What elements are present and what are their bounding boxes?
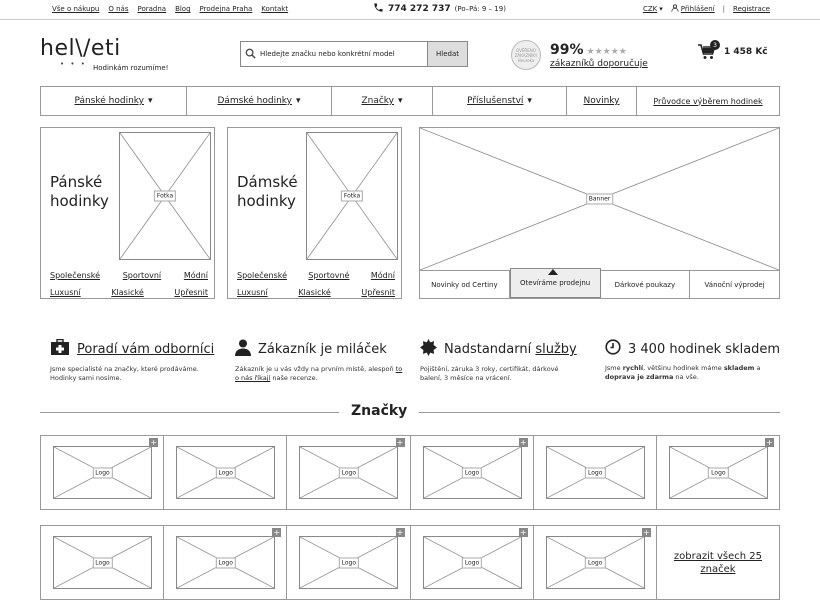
rating-link[interactable]: zákazníků doporučuje — [550, 59, 648, 69]
feature-title-link[interactable]: Poradí vám odborníci — [77, 342, 215, 357]
feature-title: Nadstandarní služby — [444, 342, 577, 357]
banner-tab[interactable]: Novinky od Certiny — [420, 271, 510, 298]
logo-placeholder — [176, 536, 275, 589]
search-placeholder: Hledejte značku nebo konkrétní model — [260, 50, 395, 58]
brand-cell[interactable] — [164, 436, 287, 509]
plus-icon[interactable]: + — [766, 438, 773, 447]
logo-placeholder — [53, 536, 152, 589]
logo-label: Logo — [585, 557, 605, 568]
banner-tab-active[interactable]: Otevíráme prodejnu — [510, 268, 601, 298]
link-blog[interactable]: Blog — [175, 5, 191, 13]
nav-prislusenstvi[interactable] — [433, 87, 567, 115]
logo-label: Logo — [462, 557, 482, 568]
show-all-brands-link[interactable]: zobrazit všech 25 značek — [673, 550, 762, 575]
nav-znacky[interactable] — [332, 87, 433, 115]
plus-icon[interactable]: + — [396, 528, 404, 537]
services-link[interactable]: služby — [535, 342, 577, 357]
logo-placeholder — [299, 536, 398, 589]
brand-cell[interactable] — [41, 526, 164, 599]
search-box — [240, 41, 468, 67]
banner-tab[interactable]: Vánoční výprodej — [704, 280, 765, 289]
category-link[interactable]: Luxusní — [50, 288, 81, 297]
nav-pruvodce[interactable] — [637, 87, 779, 115]
category-link[interactable]: Módní — [183, 271, 208, 280]
category-link[interactable]: Společenské — [237, 271, 288, 280]
logo-label: Logo — [92, 467, 112, 478]
category-link[interactable]: Upřesnit — [174, 288, 208, 297]
nav-label: Dámské hodinky — [217, 96, 292, 106]
cart[interactable] — [698, 41, 768, 60]
nav-novinky[interactable] — [567, 87, 637, 115]
feature-stock — [605, 339, 785, 382]
phone-number: 774 272 737 — [388, 4, 451, 14]
logo-label: Logo — [92, 557, 112, 568]
banner-tabs — [420, 270, 779, 298]
search-input[interactable] — [241, 42, 427, 66]
tile-title[interactable]: Pánské hodinky — [50, 173, 109, 210]
brand-cell[interactable] — [411, 436, 534, 509]
user-icon — [671, 4, 679, 14]
link-kontakt[interactable]: Kontakt — [261, 5, 289, 13]
nav-damske-hodinky[interactable] — [187, 87, 332, 115]
category-link[interactable]: Sportovné — [308, 271, 350, 280]
feature-title: 3 400 hodinek skladem — [628, 341, 781, 357]
currency-label: CZK — [642, 5, 658, 13]
nav-label: Novinky — [583, 96, 620, 106]
chevron-down-icon: ▾ — [527, 96, 532, 106]
chevron-down-icon: ▾ — [398, 96, 403, 106]
show-all-brands-cell — [657, 526, 779, 599]
brand-cell[interactable] — [534, 436, 657, 509]
category-link[interactable]: Společenské — [50, 271, 101, 280]
plus-icon[interactable]: + — [519, 438, 527, 447]
register-link[interactable]: Registrace — [733, 5, 770, 13]
nav-label: Průvodce výběrem hodinek — [653, 96, 763, 106]
plus-icon[interactable]: + — [643, 528, 650, 537]
logo-label: Logo — [708, 467, 728, 478]
rating-percent: 99% — [550, 42, 584, 58]
logo-placeholder — [176, 446, 275, 499]
photo-label: Fotka — [154, 191, 176, 202]
badge-icon — [420, 339, 437, 360]
plus-icon[interactable]: + — [273, 528, 281, 537]
nav-label: Pánské hodinky — [74, 96, 145, 106]
logo-tagline: Hodinkám rozumíme! — [93, 64, 169, 72]
brands-heading: Značky — [339, 403, 419, 419]
feature-text: Pojištění, záruka 3 roky, certifikát, dárkové balení, 3 měsíce na vrácení. — [420, 365, 559, 382]
category-link[interactable]: Sportovní — [122, 271, 162, 280]
feature-experts — [50, 339, 220, 383]
plus-icon[interactable]: + — [519, 528, 527, 537]
rating-stars: ★★★★★ — [586, 47, 627, 57]
phone-contact[interactable] — [373, 2, 506, 16]
user-icon — [235, 339, 251, 360]
brand-cell[interactable] — [164, 526, 287, 599]
logo-placeholder — [669, 446, 768, 499]
reviews-link[interactable]: to o nás říkají — [235, 365, 403, 382]
brand-cell[interactable] — [657, 436, 779, 509]
nav-label: Značky — [361, 96, 395, 106]
category-link[interactable]: Klasické — [298, 288, 331, 297]
currency-select[interactable] — [643, 5, 663, 13]
plus-icon[interactable]: + — [396, 438, 404, 447]
top-right — [643, 4, 770, 14]
logo-label: Logo — [339, 557, 359, 568]
tile-title[interactable]: Dámské hodinky — [237, 173, 298, 210]
brands-row-2 — [40, 525, 780, 600]
top-bar — [0, 0, 820, 20]
tile-category-row — [237, 288, 395, 297]
opening-hours: (Po–Pá: 9 – 19) — [454, 5, 506, 13]
logo-placeholder — [53, 446, 152, 499]
login-label: Přihlášení — [680, 5, 715, 13]
nav-panske-hodinky[interactable] — [41, 87, 187, 115]
main-nav — [40, 86, 780, 116]
heureka-seal[interactable] — [511, 40, 541, 70]
banner-carousel — [419, 127, 780, 299]
logo-dots: • • • — [60, 60, 87, 68]
tile-category-row — [50, 271, 208, 280]
banner-label: Banner — [586, 194, 614, 205]
banner-tab[interactable]: Dárkové poukazy — [601, 271, 691, 298]
feature-title: Zákazník je miláček — [258, 342, 387, 357]
seal-label: OVĚŘENO ZÁKAZNÍKY Heureka — [514, 47, 538, 63]
photo-placeholder — [119, 132, 211, 260]
phone-icon — [373, 2, 384, 16]
tile-damske-hodinky — [227, 127, 402, 299]
link-vse-o-nakupu[interactable]: Vše o nákupu — [52, 5, 100, 13]
cart-total: 1 458 Kč — [724, 47, 768, 57]
link-o-nas[interactable]: O nás — [108, 5, 129, 13]
brand-cell[interactable] — [41, 436, 164, 509]
chevron-down-icon: ▾ — [148, 96, 153, 106]
logo-label: Logo — [462, 467, 482, 478]
feature-services — [420, 339, 580, 383]
logo-placeholder — [423, 446, 522, 499]
category-link[interactable]: Módní — [370, 271, 395, 280]
nav-label: Příslušenství — [467, 96, 524, 106]
tile-category-row — [50, 288, 208, 297]
cart-count: 3 — [710, 40, 720, 50]
brand-cell[interactable] — [287, 526, 410, 599]
category-link[interactable]: Klasické — [111, 288, 144, 297]
logo-placeholder — [546, 536, 645, 589]
divider: | — [722, 5, 726, 13]
feature-customer — [235, 339, 405, 383]
feature-text: Jsme specialisté na značky, které prodáváme. Hodinky sami nosíme. — [50, 365, 199, 382]
chevron-down-icon: ▾ — [296, 96, 301, 106]
feature-text: Zákazník je u vás vždy na prvním místě, alespoň to o nás říkají naše recenze. — [235, 365, 403, 382]
brand-cell[interactable] — [287, 436, 410, 509]
clock-icon — [605, 339, 621, 359]
brand-cell[interactable] — [411, 526, 534, 599]
tile-category-row — [237, 271, 395, 280]
tile-panske-hodinky — [40, 127, 215, 299]
rating-block — [550, 39, 648, 69]
photo-label: Fotka — [341, 191, 363, 202]
logo-label: Logo — [339, 467, 359, 478]
link-prodejna-praha[interactable]: Prodejna Praha — [199, 5, 253, 13]
logo[interactable]: hel\/eti — [40, 36, 121, 61]
top-links — [52, 5, 288, 13]
logo-placeholder — [546, 446, 645, 499]
search-icon — [245, 48, 256, 61]
first-aid-icon — [50, 339, 70, 360]
logo-label: Logo — [585, 467, 605, 478]
photo-placeholder — [306, 132, 398, 260]
chevron-down-icon: ▾ — [659, 5, 663, 13]
category-link[interactable]: Luxusní — [237, 288, 268, 297]
active-tab-indicator — [548, 269, 558, 275]
cart-icon — [698, 41, 717, 60]
logo-placeholder — [423, 536, 522, 589]
logo-placeholder — [299, 446, 398, 499]
plus-icon[interactable]: + — [150, 438, 158, 447]
feature-text: Jsme rychlí, většinu hodinek máme skladem a doprava je zdarma na vše. — [605, 364, 761, 381]
search-button[interactable]: Hledat — [427, 42, 467, 66]
brand-cell[interactable] — [534, 526, 657, 599]
logo-label: Logo — [215, 467, 235, 478]
link-poradna[interactable]: Poradna — [137, 5, 167, 13]
category-link[interactable]: Upřesnit — [361, 288, 395, 297]
logo-label: Logo — [215, 557, 235, 568]
banner-image[interactable] — [420, 128, 779, 270]
login-link[interactable] — [671, 4, 715, 14]
brands-row-1 — [40, 435, 780, 510]
